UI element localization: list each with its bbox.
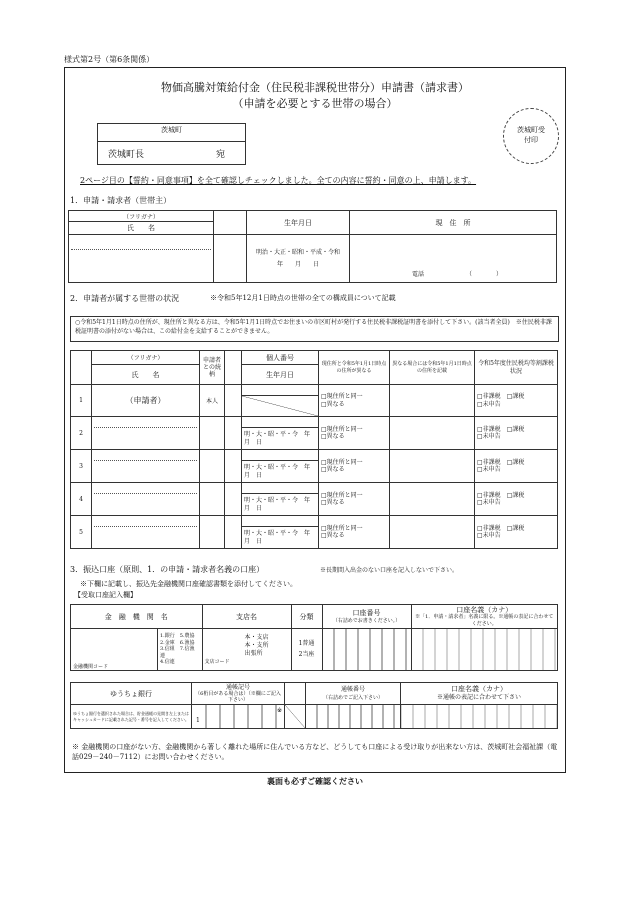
opt-same[interactable]: □現住所と同一 (321, 491, 363, 499)
opt-same[interactable]: □現住所と同一 (321, 425, 363, 433)
applicant-table (68, 210, 557, 283)
ymd-field: 年 月 日 (276, 260, 319, 268)
addressee-town: 茨城町 (161, 126, 182, 134)
stamp-line-2: 付印 (524, 136, 538, 144)
row-number: 5 (71, 516, 92, 549)
applicant-extra-field[interactable] (214, 235, 247, 283)
addr-same-header: 現住所と令和5年1月1日時点の住所が異なる (319, 351, 390, 385)
bank-type-3: 3.信組 7.信漁連 (160, 646, 195, 659)
yucho-diagonal (285, 705, 306, 729)
account-no-header (322, 605, 411, 629)
section2-heading-note: ※令和5年12月1日時点の世帯の全ての構成員について記載 (210, 294, 396, 302)
addressee-mayor: 茨城町長 (108, 150, 145, 160)
opt-nontax[interactable]: □非課税 (477, 491, 501, 499)
bank-account-table (70, 604, 558, 671)
row-birth: 明・大・昭・平・令 年 月 日 (244, 530, 317, 545)
yucho-header: ゆうちょ銀行 (71, 683, 192, 705)
row-mynumber[interactable] (242, 385, 319, 417)
holder-header (411, 605, 558, 629)
opt-tax[interactable]: □課税 (506, 458, 525, 466)
row-number: 4 (71, 483, 92, 516)
row-relation[interactable] (200, 450, 225, 483)
opt-nontax[interactable]: □非課税 (477, 524, 501, 532)
holder-field[interactable] (411, 629, 558, 671)
relation-header: 申請者との続柄 (200, 351, 225, 385)
section2-notice-box (70, 316, 559, 342)
row-number: 3 (71, 450, 92, 483)
row-addr-prev[interactable] (390, 516, 475, 549)
title-line-1: 物価高騰対策給付金（住民税非課税世帯分）申請書（請求書） (161, 81, 469, 94)
row-birth: 明・大・昭・平・令 年 月 日 (244, 431, 317, 446)
classification-header: 分類 (291, 605, 322, 629)
yucho-holder-label: 口座名義（カナ） (451, 685, 507, 694)
account-no-label: 口座番号 (352, 608, 381, 617)
row-name[interactable]: （申請者） (92, 385, 200, 417)
bank-type-options[interactable] (158, 629, 203, 671)
bank-type-1: 1.銀行 5.農協 (160, 633, 195, 640)
section3-heading-note: ※長期間入出金のない口座を記入しないで下さい。 (320, 567, 459, 574)
opt-nontax[interactable]: □非課税 (477, 393, 501, 400)
row-addr-prev[interactable] (390, 385, 475, 417)
bank-name-field[interactable] (71, 629, 158, 671)
opt-diff[interactable]: □異なる (321, 433, 345, 440)
row-birth: 明・大・昭・平・令 年 月 日 (244, 497, 317, 512)
addressee-box (97, 123, 246, 165)
row-birth: 明・大・昭・平・令 年 月 日 (244, 464, 317, 479)
passbook-symbol-note: （6桁目がある場合は）（※欄にご記入下さい） (195, 691, 281, 704)
row-addr-prev[interactable] (390, 483, 475, 516)
form-number: 様式第2号（第6条関係） (64, 55, 155, 64)
applicant-birthdate-field[interactable] (247, 235, 350, 283)
opt-undeclared[interactable]: □未申告 (477, 499, 501, 506)
row-relation[interactable]: 本人 (200, 385, 225, 417)
passbook-no-note: （右詰めでご記入下さい） (322, 694, 383, 701)
yucho-table (70, 682, 558, 729)
bank-name-header: 金 融 機 関 名 (71, 605, 203, 629)
opt-same[interactable]: □現住所と同一 (321, 524, 363, 532)
row-number: 2 (71, 417, 92, 450)
back-notice: 裏面も必ずご確認ください (267, 776, 363, 786)
holder-note: ※「1．申請・請求者」名義に限る。※通帳の表記に合わせてください。 (415, 614, 554, 627)
yucho-holder-field[interactable] (401, 705, 558, 729)
birthdate-label: 生年月日 (247, 211, 350, 235)
era-options: 明治・大正・昭和・平成・令和 (255, 249, 340, 256)
opt-nontax[interactable]: □非課税 (477, 458, 501, 466)
title-line-2: （申請を必要とする世帯の場合） (232, 97, 398, 110)
applicant-name-label: 氏 名 (69, 222, 214, 235)
stamp-line-1: 茨城町受 (517, 126, 545, 134)
applicant-address-field[interactable] (350, 235, 557, 283)
row-tax[interactable] (475, 417, 558, 450)
addr-prev-header: 異なる場合には令和5年1月1日時点の住所を記載 (390, 351, 475, 385)
household-row[interactable] (71, 450, 558, 483)
opt-undeclared[interactable]: □未申告 (477, 400, 501, 408)
branch-name-header: 支店名 (202, 605, 291, 629)
section1-heading: 1．申請・請求者（世帯主） (70, 196, 172, 205)
class-current[interactable]: 2当座 (298, 650, 315, 658)
account-no-field[interactable] (322, 629, 411, 671)
row-mynumber[interactable] (242, 483, 319, 516)
class-ordinary[interactable]: 1普通 (298, 639, 315, 647)
applicant-furigana-label: （フリガナ） (69, 211, 214, 222)
row-relation[interactable] (200, 483, 225, 516)
section3-instruction: ※下欄に記載し、振込先金融機関口座確認書類を添付してください。 (80, 580, 297, 588)
branch-type-1: 本・支店 (244, 634, 269, 642)
birth-header: 生年月日 (242, 365, 319, 385)
holder-label: 口座名義（カナ） (456, 605, 513, 614)
opt-diff[interactable]: □異なる (321, 466, 345, 473)
section3-label: 【受取口座記入欄】 (74, 591, 137, 599)
row-name[interactable] (92, 417, 200, 450)
household-name-header: 氏 名 (92, 365, 200, 385)
passbook-symbol-label: 通帳記号 (225, 683, 250, 691)
bank-type-4: 4.信連 (160, 659, 175, 666)
passbook-symbol-field[interactable] (192, 705, 285, 729)
addressee-honorific: 宛 (216, 150, 226, 160)
row-addr-same[interactable] (319, 450, 390, 483)
yucho-note: ゆうちょ銀行を選択された場合は、貯金通帳の見開き左上またはキャッシュカードに記載された記号・番号を記入してください。 (71, 705, 192, 729)
classification-field[interactable] (291, 629, 322, 671)
opt-diff[interactable]: □異なる (321, 532, 345, 539)
opt-tax[interactable]: □課税 (506, 393, 525, 400)
symbol-mark: ※ (276, 707, 282, 714)
form-title (64, 80, 566, 112)
household-row[interactable] (71, 516, 558, 549)
opt-same[interactable]: □現住所と同一 (321, 393, 363, 400)
branch-type-3: 出張所 (244, 649, 263, 657)
section3-heading: 3．振込口座（原則、1．の申請・請求者名義の口座） (70, 565, 265, 574)
opt-same[interactable]: □現住所と同一 (321, 458, 363, 466)
opt-undeclared[interactable]: □未申告 (477, 532, 501, 539)
section3-footnote: ※ 金融機関の口座がない方、金融機関から著しく離れた場所に住んでいる方など、どうしても口座による受け取りが出来ない方は、茨城町社会福祉課（電話029－240－7112）にお問い合わせください。 (72, 743, 558, 762)
account-no-note: （右詰めでお書きください。） (332, 618, 401, 625)
household-row[interactable] (71, 385, 558, 417)
branch-code-label: 支店コード (204, 658, 230, 665)
row-addr-same[interactable] (319, 516, 390, 549)
household-row[interactable] (71, 483, 558, 516)
opt-nontax[interactable]: □非課税 (477, 425, 501, 433)
row-mynumber[interactable] (242, 516, 319, 549)
tax-status-header: 令和5年度住民税均等割課税状況 (475, 351, 558, 385)
branch-field[interactable] (202, 629, 291, 671)
phone-label: 電話 (412, 270, 425, 278)
mynumber-header: 個人番号 (242, 351, 319, 365)
passbook-no-field[interactable] (306, 705, 401, 729)
row-number: 1 (71, 385, 92, 417)
section2-notice: ○令和5年1月1日時点の住所が、現住所と異なる方は、令和5年1月1日時点でお住まいの市区町村が発行する住民税非課税証明書を添付して下さい。(該当者全員) ※住民税非課税証明書の添付がない場合は、この給付金を支給することができません。 (75, 319, 552, 335)
applicant-name-field[interactable] (69, 235, 214, 283)
branch-type-2: 本・支所 (244, 642, 269, 650)
opt-tax[interactable]: □課税 (506, 491, 525, 499)
opt-diff[interactable]: □異なる (321, 400, 345, 408)
row-relation[interactable] (200, 417, 225, 450)
phone-paren: （ ） (465, 270, 502, 278)
opt-undeclared[interactable]: □未申告 (477, 433, 501, 440)
row-tax[interactable] (475, 385, 558, 417)
row-name[interactable] (92, 450, 200, 483)
opt-diff[interactable]: □異なる (321, 499, 345, 506)
household-furigana-header: （フリガナ） (92, 351, 200, 365)
section2-heading: 2．申請者が属する世帯の状況 (70, 294, 180, 303)
row-tax[interactable] (475, 450, 558, 483)
row-mynumber[interactable] (242, 417, 319, 450)
opt-tax[interactable]: □課税 (506, 524, 525, 532)
row-addr-same[interactable] (319, 483, 390, 516)
bank-type-2: 2.金庫 6.漁協 (160, 639, 195, 646)
yucho-holder-note: ※通帳の表記に合わせて下さい (436, 694, 521, 702)
bank-code-label: 金融機関コード (73, 664, 109, 670)
row-addr-prev[interactable] (390, 417, 475, 450)
row-addr-prev[interactable] (390, 450, 475, 483)
opt-tax[interactable]: □課税 (506, 425, 525, 433)
row-name[interactable] (92, 516, 200, 549)
row-addr-same[interactable] (319, 385, 390, 417)
row-mynumber[interactable] (242, 450, 319, 483)
passbook-no-label: 通帳番号 (340, 686, 365, 694)
household-table (70, 350, 558, 549)
reception-stamp-circle (503, 108, 559, 164)
row-addr-same[interactable] (319, 417, 390, 450)
opt-undeclared[interactable]: □未申告 (477, 466, 501, 473)
row-name[interactable] (92, 483, 200, 516)
household-row[interactable] (71, 417, 558, 450)
row-tax[interactable] (475, 516, 558, 549)
row-tax[interactable] (475, 483, 558, 516)
row-relation[interactable] (200, 516, 225, 549)
symbol-first-digit: 1 (196, 717, 200, 724)
address-label: 現 住 所 (350, 211, 557, 235)
pledge-statement: 2ページ目の【誓約・同意事項】を全て確認しチェックしました。全ての内容に誓約・同意の上、申請します。 (80, 176, 477, 185)
